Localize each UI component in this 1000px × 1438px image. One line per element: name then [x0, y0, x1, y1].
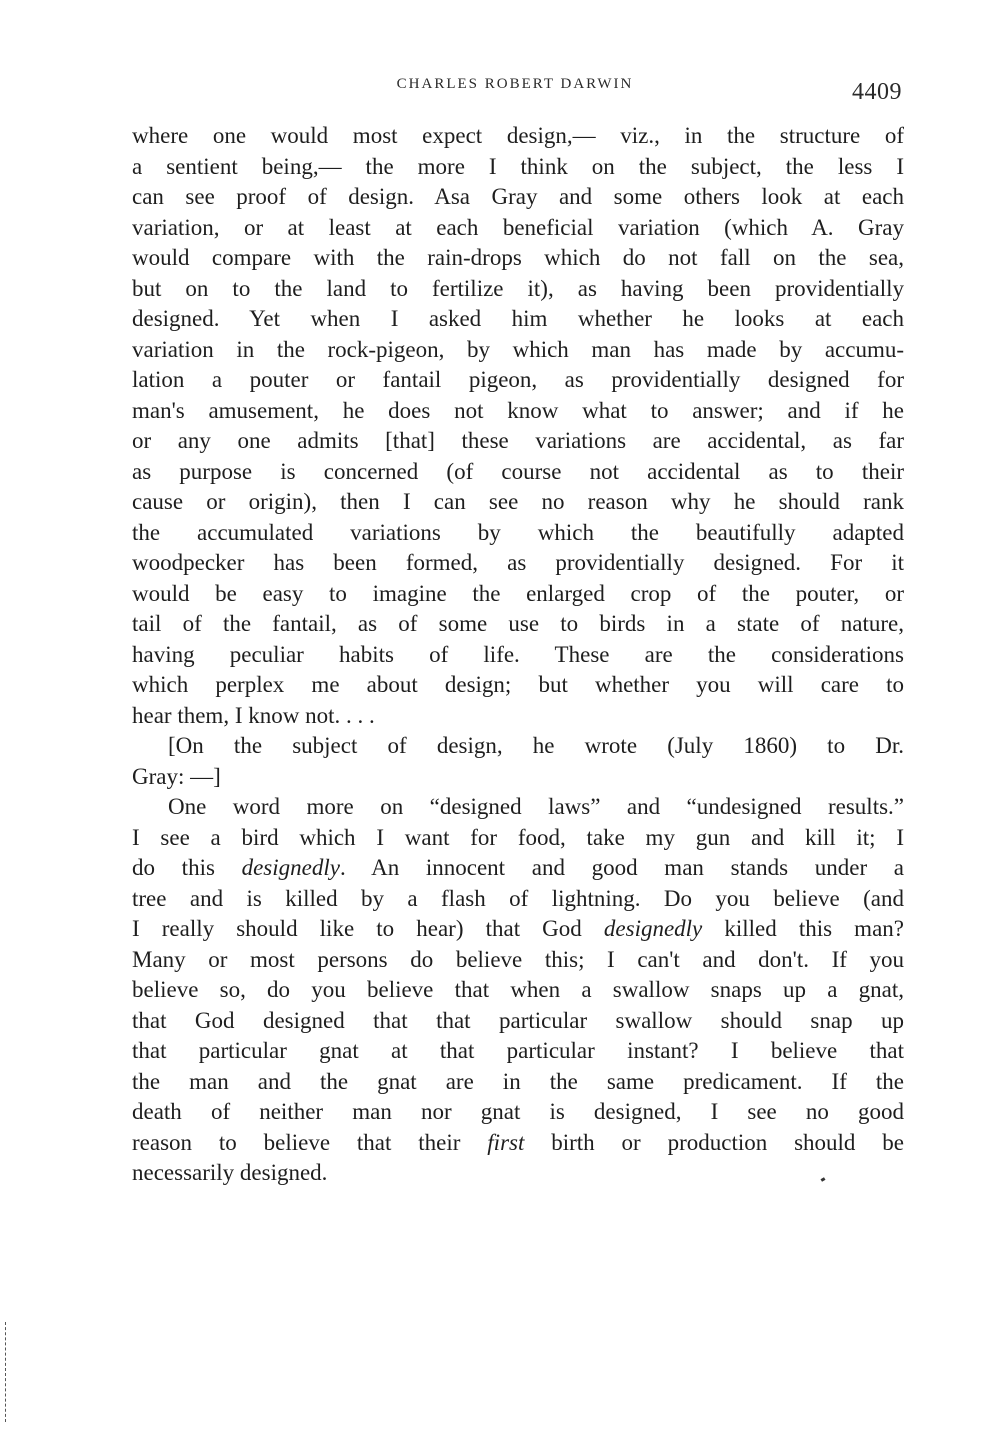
text-line: can see proof of design. Asa Gray and some others look at each — [132, 184, 904, 209]
text-line: hear them, I know not. . . . — [132, 702, 375, 728]
text-line: I really should like to hear) that God designedly killed this man? — [132, 916, 904, 941]
text-line: believe so, do you believe that when a swallow snaps up a gnat, — [132, 977, 904, 1002]
italic-word: designedly — [603, 916, 703, 941]
running-title: CHARLES ROBERT DARWIN — [396, 76, 634, 92]
body-text — [132, 121, 904, 1189]
text-line: lation a pouter or fantail pigeon, as providentially designed for — [132, 367, 904, 392]
text-line: death of neither man nor gnat is designed, I see no good — [132, 1099, 904, 1124]
text-line: tree and is killed by a flash of lightning. Do you believe (and — [132, 885, 904, 911]
text-line: man's amusement, he does not know what to answer; and if he — [132, 397, 904, 423]
text-line: that God designed that that particular swallow should snap up — [132, 1007, 904, 1033]
text-line: having peculiar habits of life. These are the considerations — [132, 641, 904, 667]
text-line: designed. Yet when I asked him whether he looks at each — [132, 306, 904, 331]
text-line: do this designedly. An innocent and good man stands under a — [132, 855, 904, 880]
text-line: or any one admits [that] these variations are accidental, as far — [132, 428, 904, 453]
text-line: tail of the fantail, as of some use to birds in a state of nature, — [132, 611, 904, 636]
text-line: necessarily designed. — [132, 1160, 328, 1185]
italic-word: designedly — [241, 855, 340, 880]
text-line: Many or most persons do believe this; I can't and don't. If you — [132, 946, 904, 972]
paragraph-letter-excerpt — [132, 121, 904, 731]
text-line: [On the subject of design, he wrote (July 1860) to Dr. — [168, 733, 904, 758]
running-head — [0, 76, 1000, 93]
text-line: a sentient being,— the more I think on the subject, the less I — [132, 153, 904, 179]
text-line: woodpecker has been formed, as providentially designed. For it — [132, 550, 904, 575]
text-line: variation, or at least at each beneficial variation (which A. Gray — [132, 214, 904, 240]
italic-word: first — [487, 1129, 525, 1155]
text-line: as purpose is concerned (of course not accidental as to their — [132, 458, 904, 484]
text-line: variation in the rock-pigeon, by which man has made by accumu- — [132, 336, 904, 362]
paragraph-editorial-note — [132, 731, 904, 792]
scan-edge-mark — [5, 1322, 6, 1422]
text-line: I see a bird which I want for food, take my gun and kill it; I — [132, 824, 904, 850]
text-line: where one would most expect design,— viz., in the structure of — [132, 123, 904, 148]
text-line: but on to the land to fertilize it), as having been providentially — [132, 275, 904, 301]
paragraph-designed-laws — [132, 792, 904, 1189]
page-number: 4409 — [852, 79, 902, 105]
text-line: cause or origin), then I can see no reason why he should rank — [132, 489, 904, 514]
text-line: would be easy to imagine the enlarged crop of the pouter, or — [132, 580, 904, 606]
text-line: reason to believe that their first birth or production should be — [132, 1129, 904, 1155]
text-line: the man and the gnat are in the same predicament. If the — [132, 1068, 904, 1094]
text-line: would compare with the rain-drops which do not fall on the sea, — [132, 245, 904, 270]
text-line: which perplex me about design; but whether you will care to — [132, 672, 904, 697]
text-line: One word more on “designed laws” and “undesigned results.” — [168, 794, 904, 819]
text-line: that particular gnat at that particular instant? I believe that — [132, 1038, 904, 1063]
text-line: the accumulated variations by which the beautifully adapted — [132, 519, 904, 545]
text-line: Gray: —] — [132, 763, 221, 789]
